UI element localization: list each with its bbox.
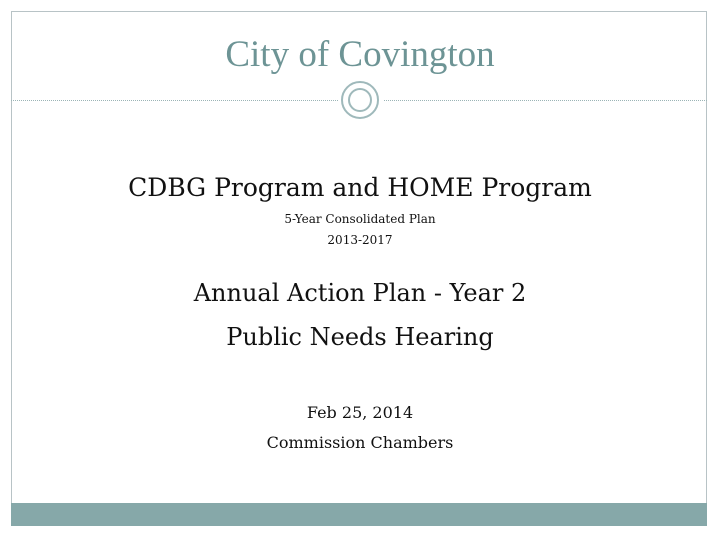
slide-title: City of Covington bbox=[225, 34, 495, 75]
footer-accent-bar bbox=[11, 503, 707, 526]
plan-years-text: 2013-2017 bbox=[327, 233, 393, 247]
title-divider-right bbox=[384, 100, 707, 101]
meeting-location: Commission Chambers bbox=[266, 433, 454, 452]
hearing-heading: Public Needs Hearing bbox=[226, 323, 494, 351]
program-heading: CDBG Program and HOME Program bbox=[128, 173, 592, 202]
title-divider-left bbox=[11, 100, 338, 101]
meeting-date: Feb 25, 2014 bbox=[306, 403, 414, 422]
action-plan-heading: Annual Action Plan - Year 2 bbox=[193, 279, 527, 307]
circle-ornament-icon bbox=[341, 81, 379, 119]
consolidated-plan-text: 5-Year Consolidated Plan bbox=[284, 212, 436, 226]
